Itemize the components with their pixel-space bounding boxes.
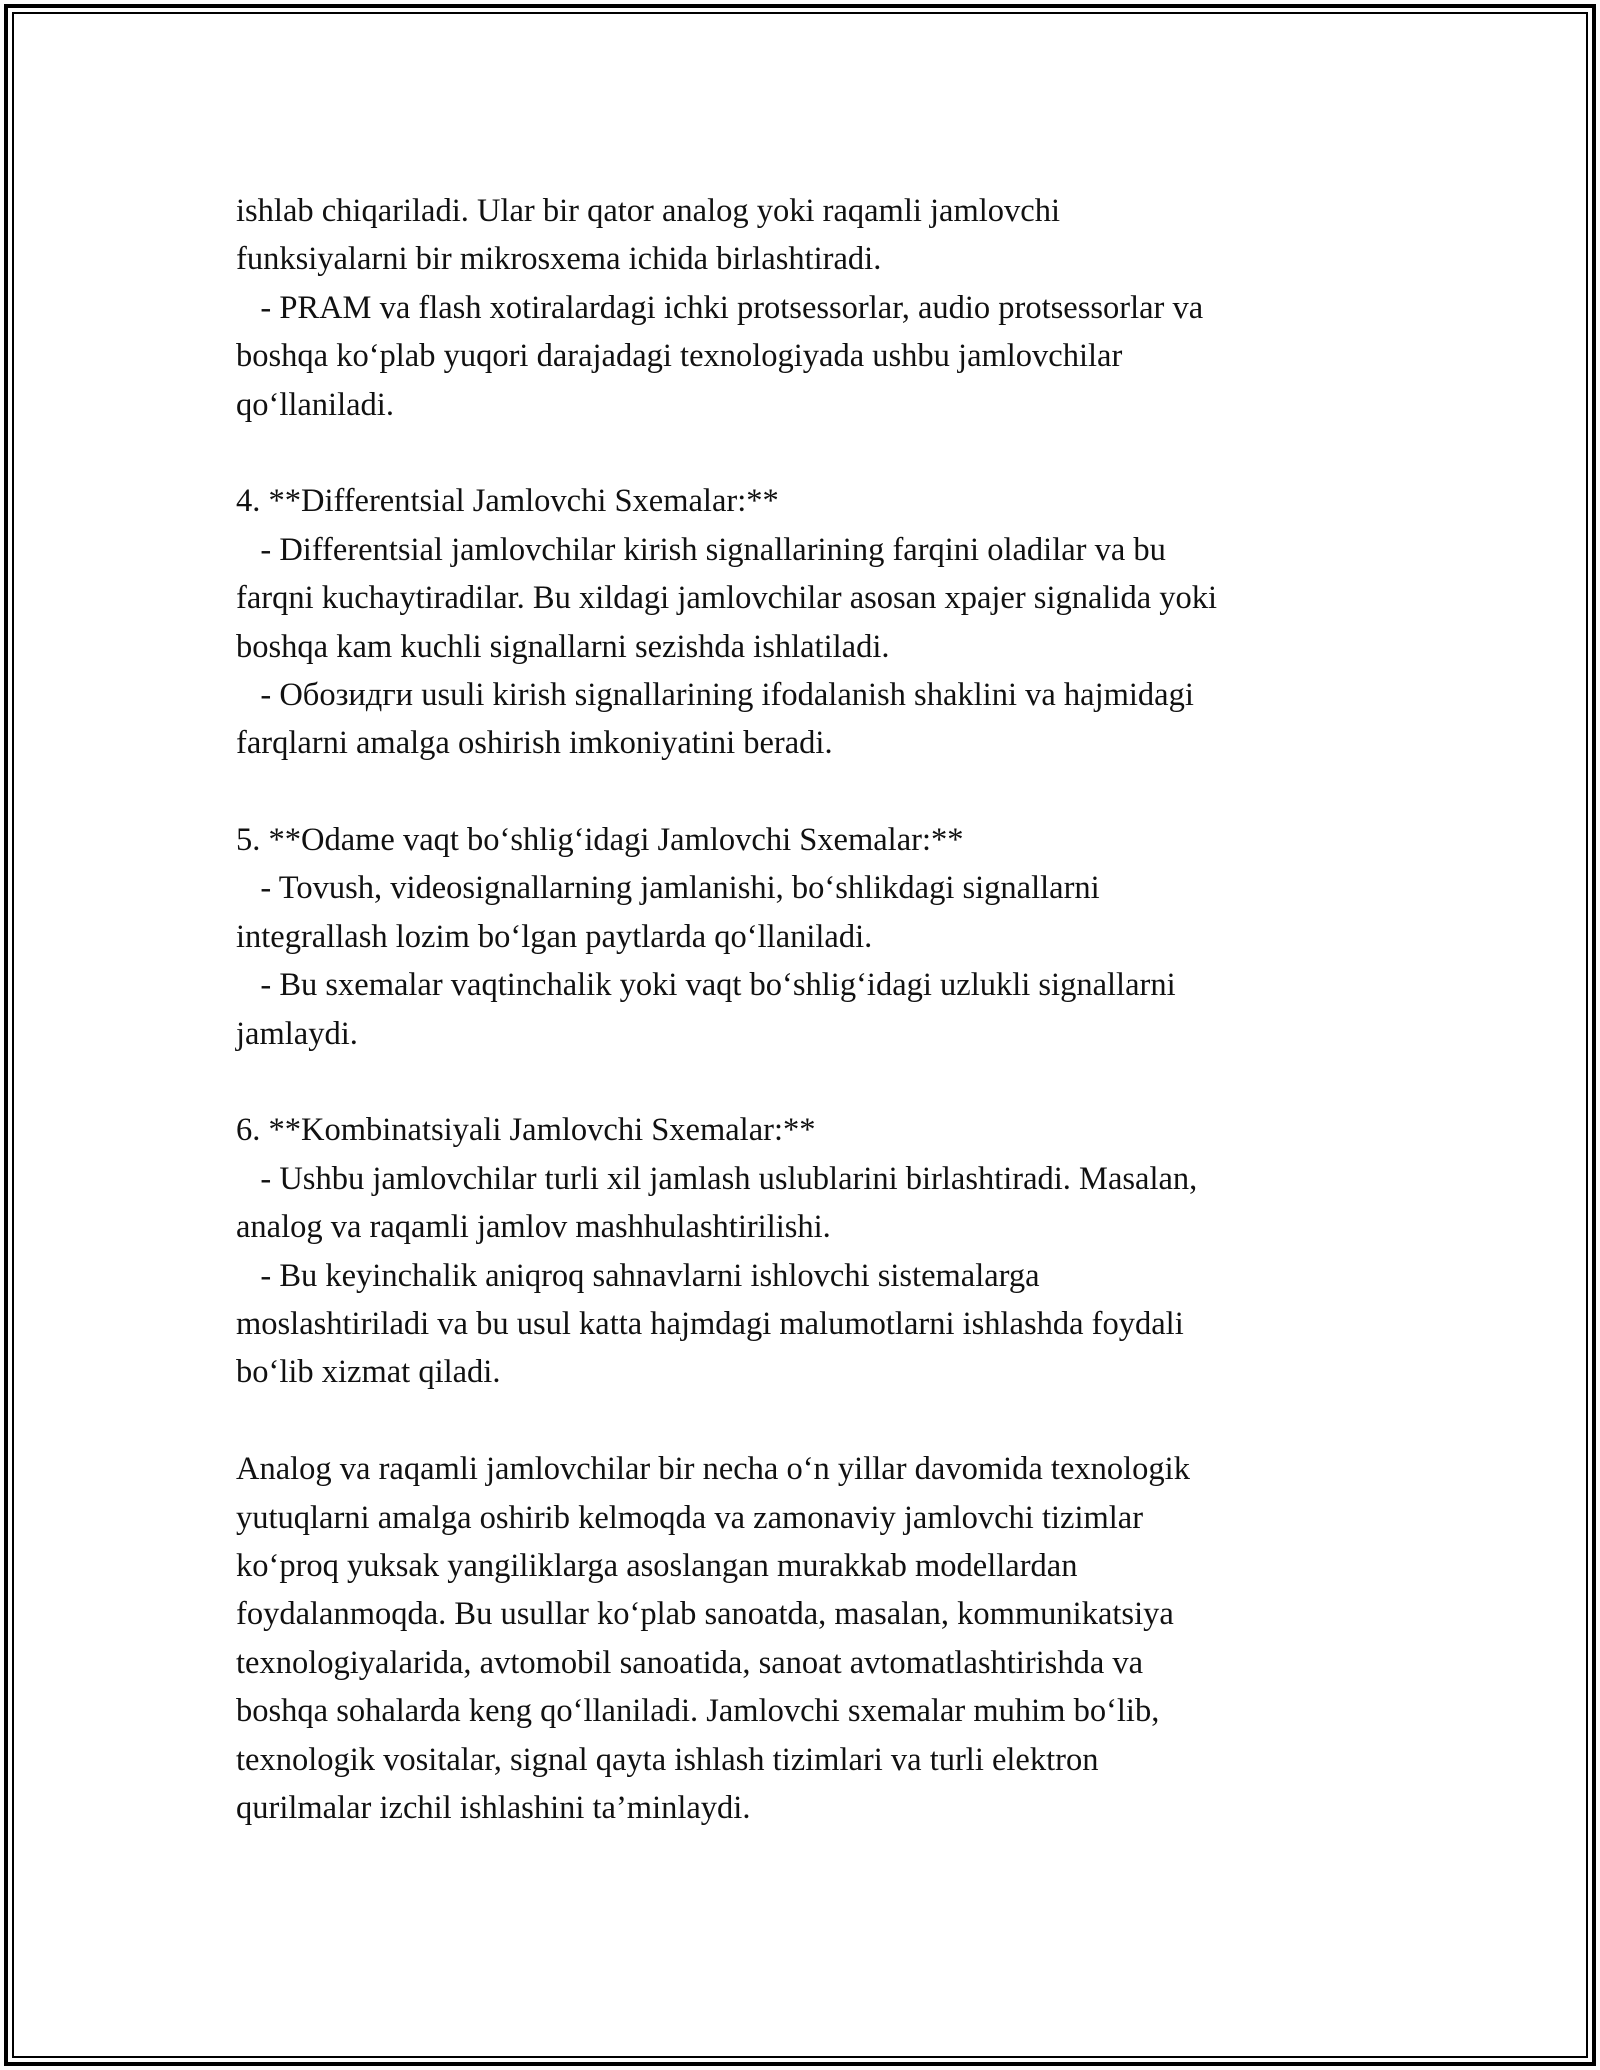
list-item-line: - PRAM va flash xotiralardagi ichki protsessorlar, audio protsessorlar va [236, 289, 1204, 326]
conclusion-line: texnologik vositalar, signal qayta ishlash tizimlari va turli elektron [236, 1741, 1099, 1778]
list-item-line: - Bu sxemalar vaqtinchalik yoki vaqt bo‘shlig‘idagi uzlukli signallarni [236, 967, 1176, 1004]
conclusion-line: ko‘proq yuksak yangiliklarga asoslangan murakkab modellardan [236, 1547, 1078, 1584]
paragraph-gap [236, 429, 1386, 477]
text-line: analog va raqamli jamlov mashhulashtirilishi. [236, 1209, 831, 1246]
list-item-line: - Ushbu jamlovchilar turli xil jamlash uslublarini birlashtiradi. Masalan, [236, 1160, 1198, 1197]
list-item-line: - Tovush, videosignallarning jamlanishi, bo‘shlikdagi signallarni [236, 870, 1100, 907]
conclusion-line: yutuqlarni amalga oshirib kelmoqda va zamonaviy jamlovchi tizimlar [236, 1499, 1144, 1536]
list-item-line: - Differentsial jamlovchilar kirish signallarining farqini oladilar va bu [236, 531, 1166, 568]
paragraph-gap [236, 1058, 1386, 1106]
text-line: boshqa kam kuchli signallarni sezishda ishlatiladi. [236, 628, 890, 665]
text-line: boshqa ko‘plab yuqori darajadagi texnologiyada ushbu jamlovchilar [236, 338, 1123, 375]
paragraph-gap [236, 768, 1386, 816]
section-heading: 6. **Kombinatsiyali Jamlovchi Sxemalar:** [236, 1112, 816, 1149]
paragraph-gap [236, 1397, 1386, 1445]
list-item-line: - Bu keyinchalik aniqroq sahnavlarni ishlovchi sistemalarga [236, 1257, 1040, 1294]
text-line: bo‘lib xizmat qiladi. [236, 1354, 501, 1391]
text-line: integrallash lozim bo‘lgan paytlarda qo‘llaniladi. [236, 918, 873, 955]
text-line: ishlab chiqariladi. Ular bir qator analog yoki raqamli jamlovchi [236, 193, 1060, 229]
text-line: jamlaydi. [236, 1015, 358, 1052]
text-line: funksiyalarni bir mikrosxema ichida birlashtiradi. [236, 241, 882, 278]
section-heading: 4. **Differentsial Jamlovchi Sxemalar:** [236, 483, 779, 520]
text-line: farqni kuchaytiradilar. Bu xildagi jamlovchilar asosan xpajer signalida yoki [236, 580, 1218, 617]
conclusion-line: qurilmalar izchil ishlashini ta’minlaydi. [236, 1789, 751, 1826]
conclusion-line: texnologiyalarida, avtomobil sanoatida, sanoat avtomatlashtirishda va [236, 1644, 1144, 1681]
section-heading: 5. **Odame vaqt bo‘shlig‘idagi Jamlovchi Sxemalar:** [236, 822, 964, 859]
conclusion-line: foydalanmoqda. Bu usullar ko‘plab sanoatda, masalan, kommunikatsiya [236, 1596, 1174, 1633]
text-line: farqlarni amalga oshirish imkoniyatini beradi. [236, 725, 833, 762]
text-line: moslashtiriladi va bu usul katta hajmdagi malumotlarni ishlashda foydali [236, 1305, 1184, 1342]
text-line: qo‘llaniladi. [236, 386, 394, 423]
conclusion-line: boshqa sohalarda keng qo‘llaniladi. Jamlovchi sxemalar muhim bo‘lib, [236, 1693, 1160, 1730]
conclusion-line: Analog va raqamli jamlovchilar bir necha o‘n yillar davomida texnologik [236, 1451, 1190, 1488]
list-item-line: - Обозидги usuli kirish signallarining ifodalanish shaklini va hajmidagi [236, 676, 1194, 713]
document-body [236, 187, 1386, 1832]
